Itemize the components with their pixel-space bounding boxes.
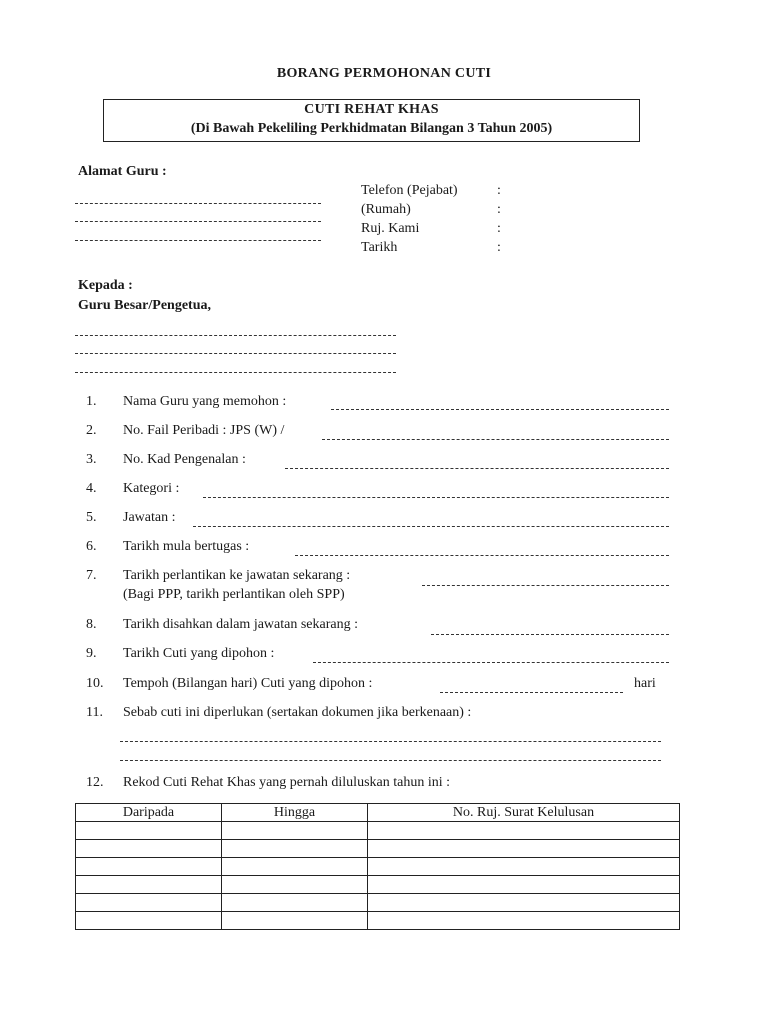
table-cell[interactable] [76,858,222,876]
field-2-number: 2. [86,423,97,438]
table-row [76,840,680,858]
recipient-title: Guru Besar/Pengetua, [78,298,211,313]
recipient-kepada: Kepada : [78,278,133,293]
table-row [76,858,680,876]
table-row [76,894,680,912]
recipient-line-2[interactable] [75,353,396,354]
field-6-tarikh-bertugas-line[interactable] [295,555,669,556]
table-cell[interactable] [222,876,368,894]
field-3-label: No. Kad Pengenalan : [123,452,246,467]
table-cell[interactable] [76,894,222,912]
field-12-number: 12. [86,775,104,790]
address-line-2[interactable] [75,221,321,222]
contact-rumah-label: (Rumah) [361,202,411,217]
table-cell[interactable] [222,840,368,858]
table-cell[interactable] [368,840,680,858]
contact-ruj-label: Ruj. Kami [361,221,420,236]
field-6-label: Tarikh mula bertugas : [123,539,250,554]
contact-rumah-sep: : [497,202,501,217]
field-2-label: No. Fail Peribadi : JPS (W) / [123,423,285,438]
contact-ruj-sep: : [497,221,501,236]
field-7-note: (Bagi PPP, tarikh perlantikan oleh SPP) [123,587,345,602]
field-6-number: 6. [86,539,97,554]
field-2-fail-peribadi-line[interactable] [322,439,669,440]
table-cell[interactable] [76,876,222,894]
field-1-nama-guru-line[interactable] [331,409,669,410]
field-10-hari-suffix: hari [634,676,656,691]
field-3-number: 3. [86,452,97,467]
field-10-label: Tempoh (Bilangan hari) Cuti yang dipohon : [123,676,373,691]
contact-telefon-sep: : [497,183,501,198]
field-1-label: Nama Guru yang memohon : [123,394,287,409]
field-5-label: Jawatan : [123,510,176,525]
field-10-tempoh-line[interactable] [440,692,623,693]
field-7-tarikh-perlantikan-line[interactable] [422,585,669,586]
field-7-number: 7. [86,568,97,583]
field-11-label: Sebab cuti ini diperlukan (sertakan dokumen jika berkenaan) : [123,705,472,720]
contact-tarikh-label: Tarikh [361,240,398,255]
header-hingga: Hingga [222,804,368,822]
field-9-label: Tarikh Cuti yang dipohon : [123,646,275,661]
table-cell[interactable] [368,894,680,912]
table-cell[interactable] [76,840,222,858]
record-table-header [76,804,680,822]
field-1-number: 1. [86,394,97,409]
table-cell[interactable] [76,822,222,840]
table-cell[interactable] [368,876,680,894]
header-daripada: Daripada [76,804,222,822]
field-4-label: Kategori : [123,481,180,496]
recipient-line-3[interactable] [75,372,396,373]
field-8-tarikh-disahkan-line[interactable] [431,634,669,635]
field-4-number: 4. [86,481,97,496]
field-12-label: Rekod Cuti Rehat Khas yang pernah diluluskan tahun ini : [123,775,451,790]
field-8-number: 8. [86,617,97,632]
field-5-jawatan-line[interactable] [193,526,669,527]
field-11-sebab-line-2[interactable] [120,760,661,761]
field-5-number: 5. [86,510,97,525]
field-11-sebab-line-1[interactable] [120,741,661,742]
table-row [76,822,680,840]
contact-tarikh-sep: : [497,240,501,255]
address-label: Alamat Guru : [78,164,167,179]
field-10-number: 10. [86,676,104,691]
contact-telefon-label: Telefon (Pejabat) [361,183,458,198]
form-title: BORANG PERMOHONAN CUTI [276,66,492,81]
field-4-kategori-line[interactable] [203,497,669,498]
table-row [76,876,680,894]
field-11-number: 11. [86,705,103,720]
subtitle-line-1: CUTI REHAT KHAS [304,102,439,117]
subtitle-box [103,99,640,142]
table-cell[interactable] [222,894,368,912]
table-cell[interactable] [368,822,680,840]
address-line-1[interactable] [75,203,321,204]
field-7-label: Tarikh perlantikan ke jawatan sekarang : [123,568,351,583]
table-cell[interactable] [368,858,680,876]
table-cell[interactable] [368,912,680,930]
table-row [76,912,680,930]
field-3-kad-pengenalan-line[interactable] [285,468,669,469]
table-cell[interactable] [222,912,368,930]
table-cell[interactable] [222,858,368,876]
table-cell[interactable] [222,822,368,840]
record-table [75,803,680,930]
field-9-number: 9. [86,646,97,661]
field-8-label: Tarikh disahkan dalam jawatan sekarang : [123,617,358,632]
field-9-tarikh-cuti-line[interactable] [313,662,669,663]
table-cell[interactable] [76,912,222,930]
subtitle-line-2: (Di Bawah Pekeliling Perkhidmatan Bilangan 3 Tahun 2005) [190,121,553,136]
address-line-3[interactable] [75,240,321,241]
header-no-ruj: No. Ruj. Surat Kelulusan [368,804,680,822]
recipient-line-1[interactable] [75,335,396,336]
